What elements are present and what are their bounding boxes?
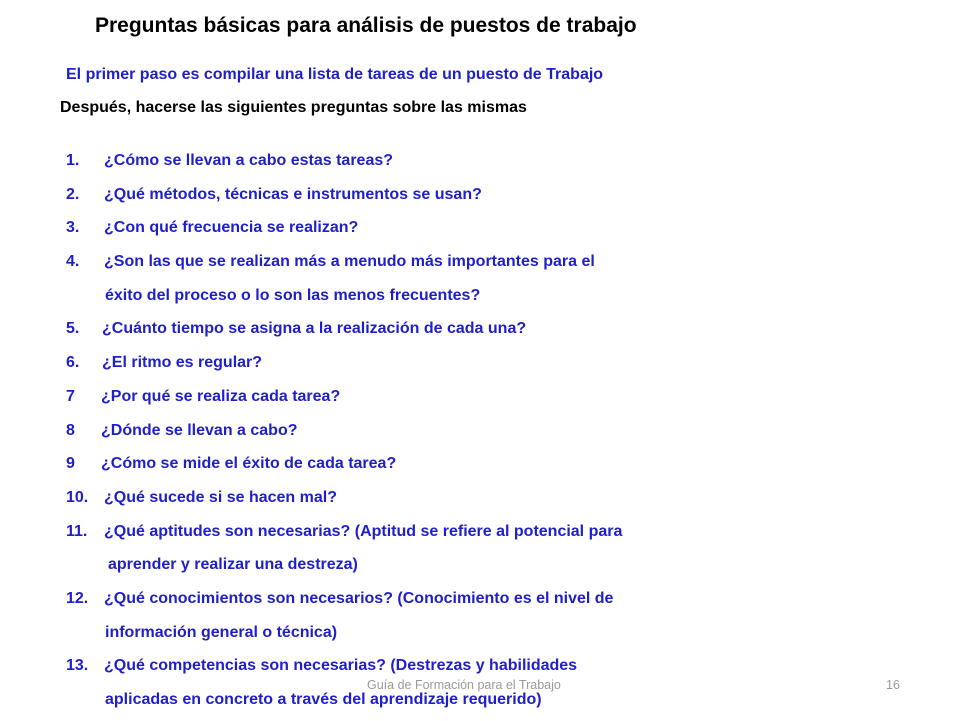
question-text: ¿Son las que se realizan más a menudo más importantes para el <box>104 253 595 271</box>
question-number: 4. <box>66 253 80 271</box>
question-text: ¿Qué competencias son necesarias? (Destrezas y habilidades <box>104 657 578 675</box>
question-text: ¿Por qué se realiza cada tarea? <box>101 387 341 405</box>
question-item <box>66 316 622 350</box>
question-continuation <box>66 552 622 586</box>
question-number: 6. <box>66 354 80 372</box>
question-number: 1. <box>66 152 80 169</box>
question-number: 3. <box>66 219 80 237</box>
question-text: ¿Qué conocimientos son necesarios? (Conocimiento es el nivel de <box>104 589 614 607</box>
question-number: 13. <box>66 657 89 675</box>
question-text: ¿Qué métodos, técnicas e instrumentos se usan? <box>104 185 482 203</box>
question-text: ¿Cuánto tiempo se asigna a la realización de cada una? <box>102 320 527 338</box>
question-continuation <box>66 687 622 721</box>
question-number: 5. <box>66 320 80 338</box>
intro-first-step: El primer paso es compilar una lista de tareas de un puesto de Trabajo <box>66 66 604 83</box>
question-text: ¿Cómo se llevan a cabo estas tareas? <box>104 152 394 169</box>
footer-text: Guía de Formación para el Trabajo <box>367 678 561 692</box>
question-text: ¿Dónde se llevan a cabo? <box>101 421 298 439</box>
question-item <box>66 451 622 485</box>
slide-title: Preguntas básicas para análisis de puestos de trabajo <box>95 14 637 37</box>
question-text: ¿Con qué frecuencia se realizan? <box>104 219 359 237</box>
question-number: 11. <box>66 522 88 540</box>
question-item <box>66 586 622 620</box>
question-item <box>66 215 622 249</box>
question-number: 2. <box>66 185 80 203</box>
question-text: aprender y realizar una destreza) <box>108 556 358 574</box>
question-number: 8 <box>66 421 75 439</box>
question-number: 9 <box>66 455 75 473</box>
question-item <box>66 485 622 519</box>
question-continuation <box>66 620 622 654</box>
question-number: 10. <box>66 488 89 506</box>
question-item <box>66 249 622 283</box>
question-item <box>66 384 622 418</box>
question-text: éxito del proceso o lo son las menos frecuentes? <box>105 286 481 304</box>
question-text: ¿El ritmo es regular? <box>102 354 263 372</box>
question-text: ¿Cómo se mide el éxito de cada tarea? <box>101 455 397 473</box>
question-continuation <box>66 283 622 317</box>
question-text: información general o técnica) <box>105 623 338 641</box>
question-text: aplicadas en concreto a través del aprendizaje requerido) <box>105 691 542 708</box>
page-number: 16 <box>886 678 900 692</box>
question-item <box>66 519 622 553</box>
intro-instruction: Después, hacerse las siguientes preguntas sobre las mismas <box>60 99 527 116</box>
question-number: 7 <box>66 387 75 405</box>
question-list <box>66 148 622 721</box>
question-item <box>66 350 622 384</box>
question-number: 12. <box>66 589 89 607</box>
question-item <box>66 182 622 216</box>
question-text: ¿Qué aptitudes son necesarias? (Aptitud se refiere al potencial para <box>104 522 623 540</box>
question-item <box>66 418 622 452</box>
question-item <box>66 148 622 182</box>
question-text: ¿Qué sucede si se hacen mal? <box>104 488 337 506</box>
